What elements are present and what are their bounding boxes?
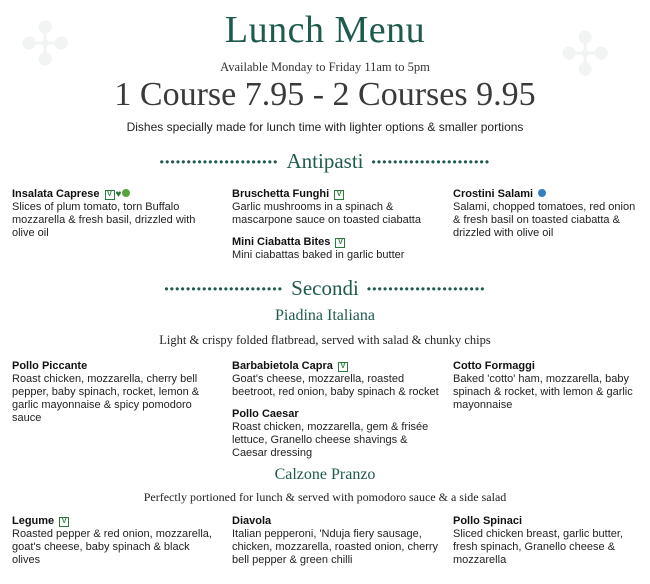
menu-item [232, 515, 442, 567]
dotted-rule: •••••••••••••••••••••• [159, 154, 279, 169]
item-name: Insalata Caprese [12, 188, 100, 200]
menu-item [12, 188, 217, 240]
subsection-description-calzone: Perfectly portioned for lunch & served with pomodoro sauce & a side salad [143, 490, 507, 504]
item-description: Roast chicken, mozzarella, cherry bell pepper, baby spinach, rocket, lemon & garlic mayonnaise & spicy pomodoro sauce [12, 373, 200, 424]
section-divider-secondi [0, 276, 650, 301]
section-title-secondi: Secondi [291, 276, 359, 300]
item-name: Cotto Formaggi [453, 360, 535, 372]
section-title-antipasti: Antipasti [286, 149, 364, 173]
menu-item [12, 360, 212, 425]
subsection-description-piadina: Light & crispy folded flatbread, served with salad & chunky chips [159, 333, 491, 347]
item-name: Diavola [232, 515, 272, 527]
item-description: Goat's cheese, mozzarella, roasted beetroot, red onion, baby spinach & rocket [232, 373, 439, 398]
subtitle-text: Dishes specially made for lunch time with lighter options & smaller portions [126, 120, 524, 134]
vegetarian-icon: V [105, 190, 115, 200]
menu-item [453, 360, 638, 412]
section-divider-antipasti [0, 149, 650, 174]
leaf-icon [122, 189, 130, 197]
item-description: Salami, chopped tomatoes, red onion & fresh basil on toasted ciabatta & drizzled with olive oil [453, 201, 636, 239]
background-pattern: ✣ [20, 11, 71, 78]
item-name: Bruschetta Funghi [232, 188, 330, 200]
page-title: Lunch Menu [224, 9, 426, 51]
subsection-title-piadina: Piadina Italiana [275, 307, 375, 324]
item-name: Barbabietola Capra [232, 360, 333, 372]
menu-item [232, 360, 442, 399]
dotted-rule: •••••••••••••••••••••• [371, 154, 491, 169]
item-description: Baked 'cotto' ham, mozzarella, baby spinach & rocket, with lemon & garlic mayonnaise [453, 373, 633, 411]
item-name: Pollo Spinaci [453, 515, 523, 527]
subsection-title-calzone: Calzone Pranzo [274, 466, 376, 483]
vegetarian-icon: V [334, 190, 344, 200]
menu-item [232, 236, 437, 262]
availability-text: Available Monday to Friday 11am to 5pm [220, 60, 430, 74]
vegetarian-icon: V [335, 238, 345, 248]
menu-item [453, 188, 643, 240]
vegetarian-icon: V [338, 362, 348, 372]
menu-item [232, 408, 442, 460]
item-name: Pollo Caesar [232, 408, 299, 420]
item-name: Mini Ciabatta Bites [232, 236, 331, 248]
item-description: Roast chicken, mozzarella, gem & frisée lettuce, Granello cheese shavings & Caesar dressing [232, 421, 429, 459]
item-description: Italian pepperoni, 'Nduja fiery sausage, chicken, mozzarella, roasted onion, cherry bell pepper & green chilli [232, 528, 439, 566]
menu-item [12, 515, 212, 567]
item-description: Mini ciabattas baked in garlic butter [232, 249, 405, 261]
blue-badge-icon [538, 189, 546, 197]
item-name: Crostini Salami [453, 188, 534, 200]
item-description: Sliced chicken breast, garlic butter, fresh spinach, Granello cheese & mozzarella [453, 528, 623, 566]
dotted-rule: •••••••••••••••••••••• [366, 281, 486, 296]
heart-icon: ♥ [115, 189, 122, 200]
price-banner: 1 Course 7.95 - 2 Courses 9.95 [114, 76, 536, 113]
item-name: Pollo Piccante [12, 360, 88, 372]
menu-item [232, 188, 437, 227]
item-description: Slices of plum tomato, torn Buffalo mozzarella & fresh basil, drizzled with olive oil [12, 201, 196, 239]
dotted-rule: •••••••••••••••••••••• [164, 281, 284, 296]
item-description: Roasted pepper & red onion, mozzarella, goat's cheese, baby spinach & black olives [12, 528, 212, 566]
item-description: Garlic mushrooms in a spinach & mascarpone sauce on toasted ciabatta [232, 201, 421, 226]
item-name: Legume [12, 515, 55, 527]
menu-item [453, 515, 638, 567]
background-pattern: ✣ [560, 21, 611, 88]
vegetarian-icon: V [59, 517, 69, 527]
